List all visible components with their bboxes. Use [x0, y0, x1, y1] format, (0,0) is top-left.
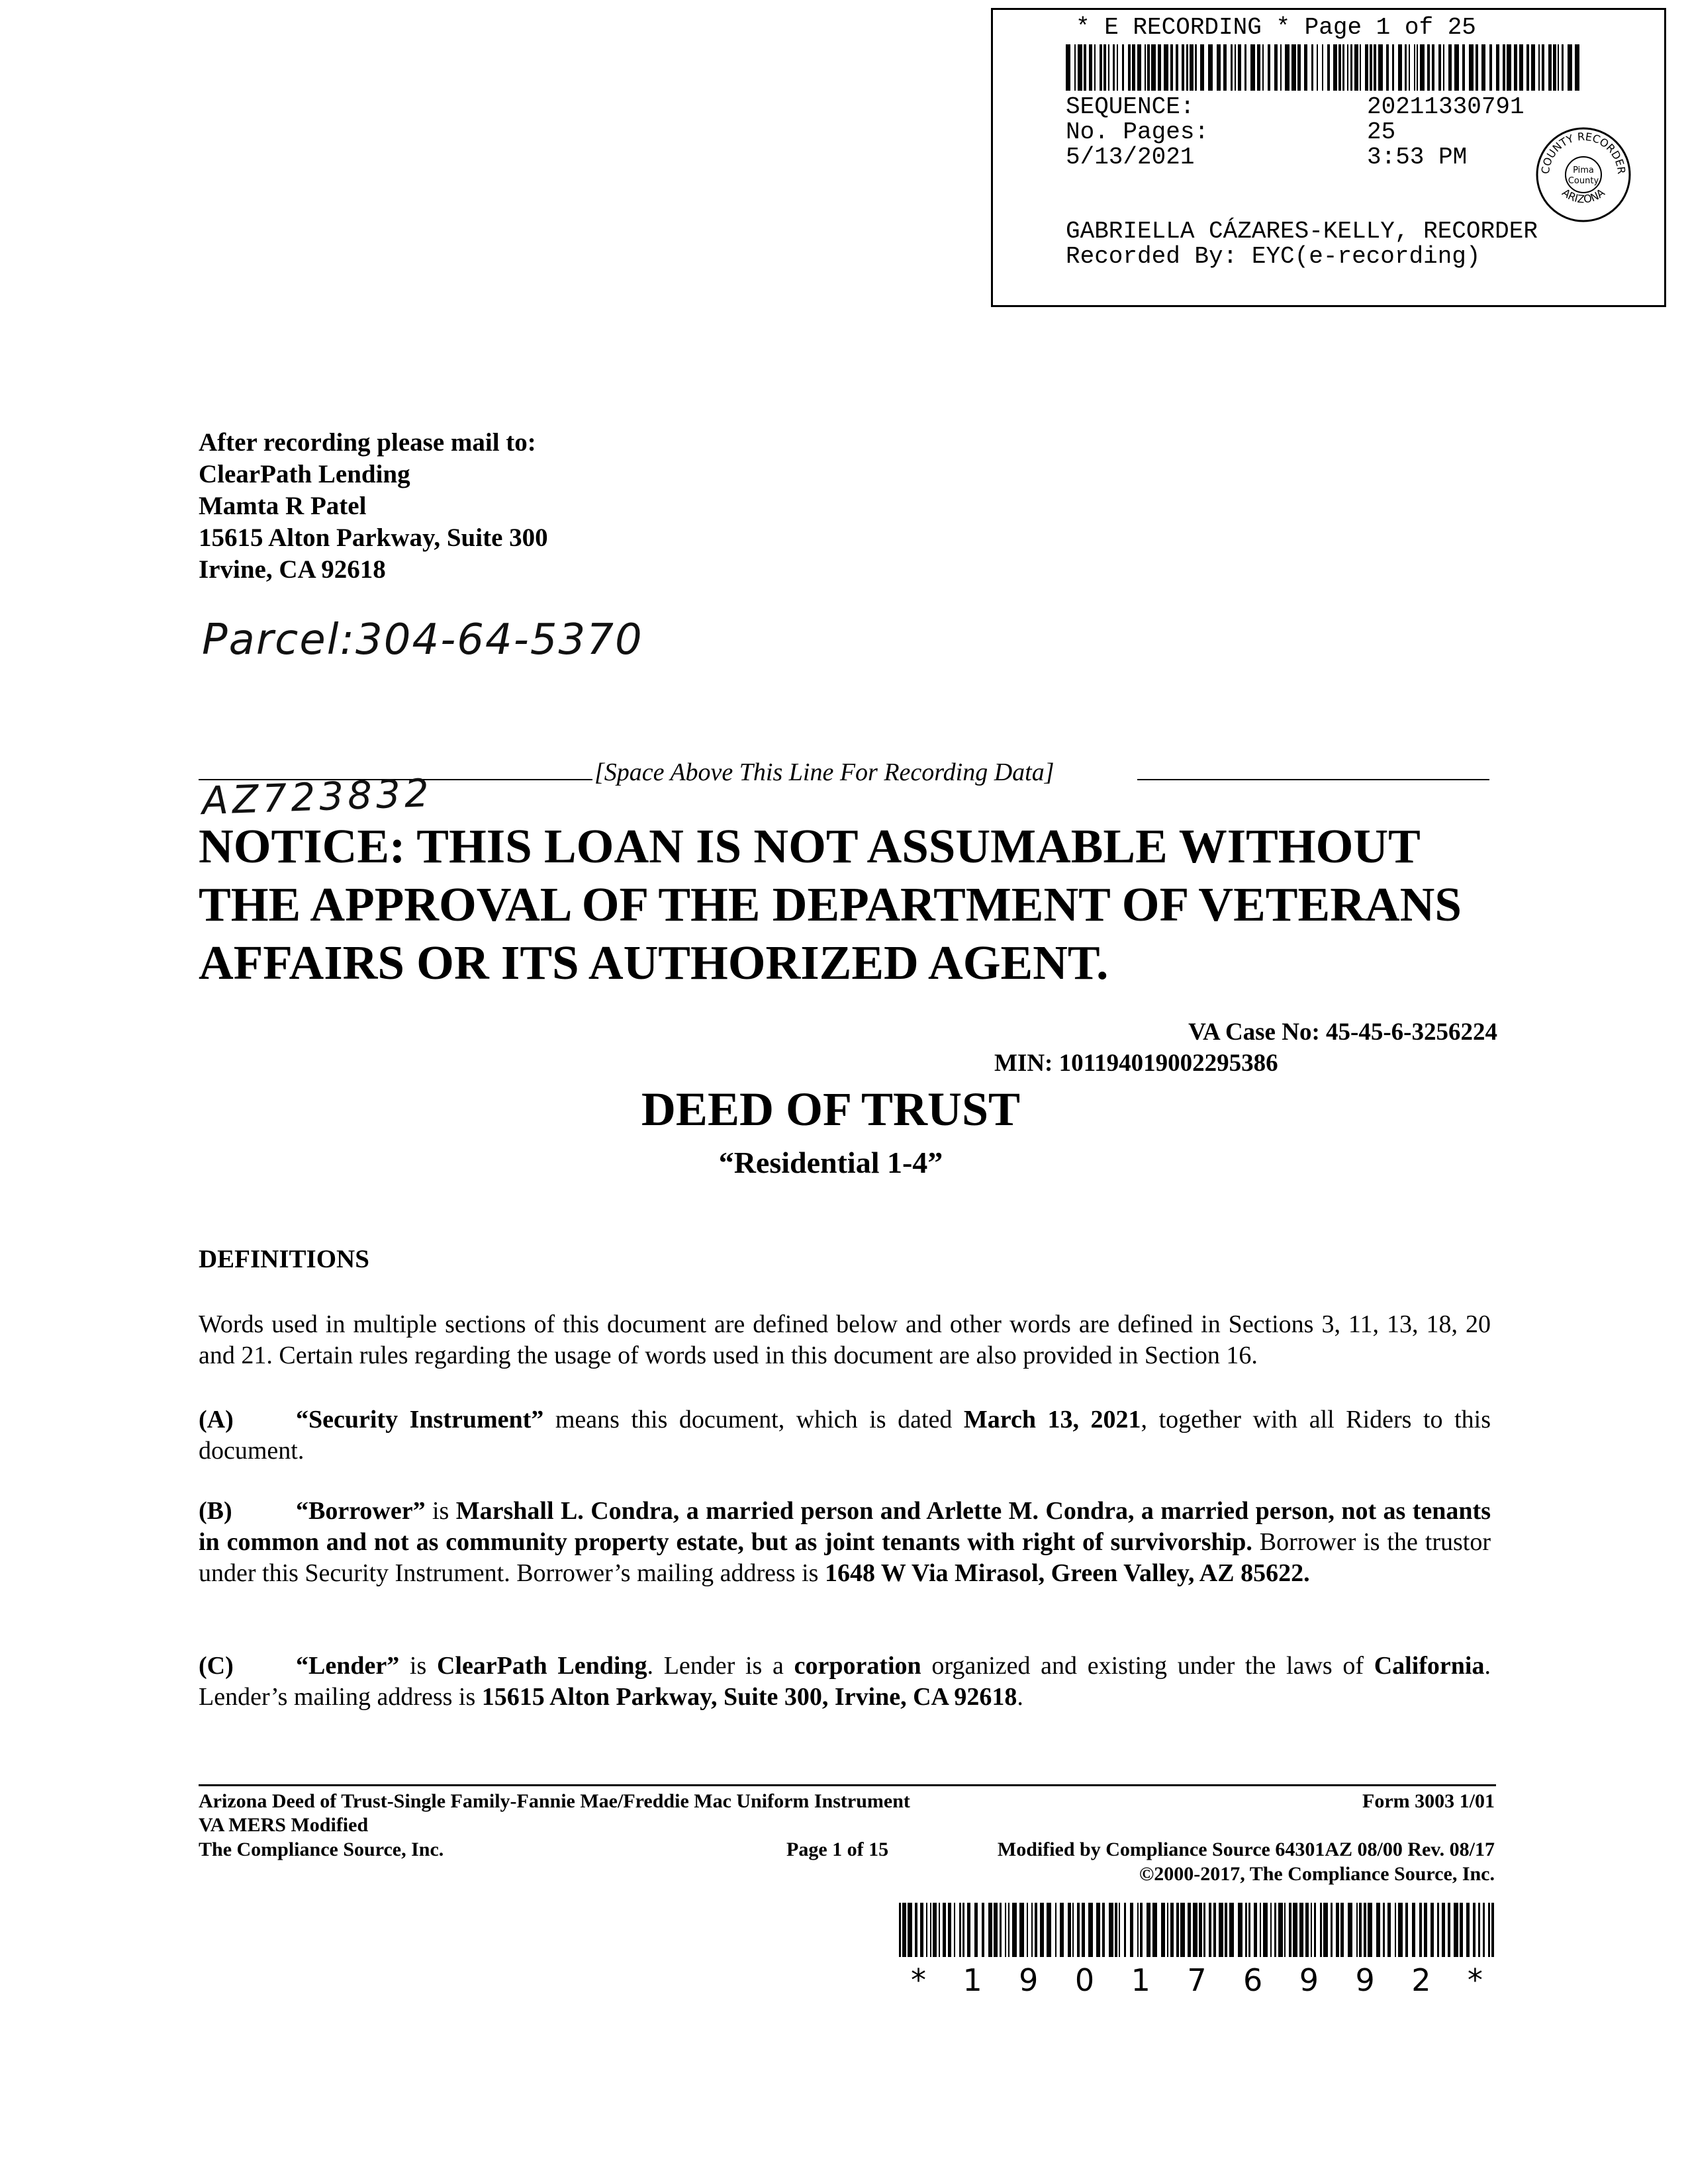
barcode-bar — [1354, 44, 1358, 91]
barcode-bar — [902, 1903, 906, 1957]
barcode-bar — [1094, 44, 1096, 91]
barcode-bar — [1462, 44, 1465, 91]
barcode-digit: 1 — [962, 1962, 982, 1998]
barcode-bar — [954, 1903, 955, 1957]
barcode-bar — [959, 1903, 961, 1957]
barcode-bar — [1297, 44, 1301, 91]
recording-time: 3:53 PM — [1367, 144, 1468, 171]
barcode-digit: 9 — [1299, 1962, 1319, 1998]
barcode-bar — [1432, 44, 1434, 91]
barcode-bar — [1176, 44, 1178, 91]
barcode-digit: 9 — [1355, 1962, 1375, 1998]
barcode-bar — [1077, 1903, 1080, 1957]
borrower-address: 1648 W Via Mirasol, Green Valley, AZ 85622. — [824, 1559, 1310, 1587]
lender-state: California — [1374, 1652, 1485, 1680]
barcode-bar — [974, 1903, 978, 1957]
barcode-bar — [1395, 1903, 1396, 1957]
barcode-bar — [1161, 1903, 1165, 1957]
barcode-bar — [1047, 1903, 1051, 1957]
barcode-digits — [899, 1962, 1495, 1998]
barcode-bar — [1427, 44, 1430, 91]
barcode-bar — [920, 1903, 923, 1957]
barcode-bar — [1084, 44, 1086, 91]
barcode-bar — [1035, 1903, 1037, 1957]
definition-a — [199, 1404, 1491, 1467]
barcode-bar — [1333, 44, 1337, 91]
barcode-bar — [948, 1903, 951, 1957]
barcode-bar — [1383, 1903, 1385, 1957]
barcode-bar — [1473, 1903, 1476, 1957]
pages-value: 25 — [1367, 118, 1396, 146]
barcode-bar — [1190, 44, 1194, 91]
barcode-bar — [1170, 44, 1173, 91]
barcode-digit: 6 — [1243, 1962, 1263, 1998]
barcode-bar — [1108, 44, 1109, 91]
security-instrument-date: March 13, 2021 — [963, 1406, 1141, 1433]
barcode-bar — [1096, 1903, 1100, 1957]
barcode-bar — [1553, 44, 1556, 91]
definition-text: is — [399, 1652, 437, 1680]
barcode-bar — [1223, 44, 1227, 91]
barcode-bar — [1068, 1903, 1071, 1957]
barcode-bar — [1213, 1903, 1216, 1957]
lender-entity: corporation — [794, 1652, 921, 1680]
barcode-bar — [1289, 1903, 1291, 1957]
barcode-bar — [1323, 1903, 1328, 1957]
barcode-bar — [1262, 44, 1264, 91]
barcode-bar — [943, 1903, 946, 1957]
barcode-bar — [1180, 1903, 1185, 1957]
barcode-bar — [1167, 1903, 1168, 1957]
barcode-bar — [1147, 44, 1150, 91]
barcode-bar — [1317, 44, 1318, 91]
min-number: MIN: 101194019002295386 — [994, 1050, 1278, 1077]
footer-page-number: Page 1 of 15 — [786, 1839, 889, 1860]
barcode-bar — [933, 1903, 937, 1957]
footer-publisher: The Compliance Source, Inc. — [199, 1839, 444, 1860]
footer-copyright: ©2000-2017, The Compliance Source, Inc. — [1139, 1863, 1495, 1885]
document-title — [0, 1082, 1688, 1137]
barcode-bar — [1496, 44, 1499, 91]
barcode-bar — [1072, 1903, 1074, 1957]
barcode-bar — [1568, 44, 1572, 91]
barcode-bar — [939, 1903, 940, 1957]
definition-label: (B) — [199, 1497, 232, 1525]
barcode-bar — [1074, 44, 1076, 91]
barcode-bar — [1460, 1903, 1463, 1957]
lender-address: 15615 Alton Parkway, Suite 300, Irvine, CA 92618 — [481, 1683, 1017, 1711]
barcode-bar — [1128, 44, 1131, 91]
barcode-bar — [1117, 44, 1118, 91]
notice-line: THE APPROVAL OF THE DEPARTMENT OF VETERANS — [199, 878, 1462, 931]
barcode-bar — [1257, 44, 1260, 91]
barcode-bar — [1268, 44, 1270, 91]
barcode-bar — [1115, 1903, 1117, 1957]
recorded-by: Recorded By: EYC(e-recording) — [1066, 243, 1481, 270]
sequence-value: 20211330791 — [1367, 93, 1524, 120]
barcode-bar — [1392, 44, 1394, 91]
barcode-digit: 7 — [1187, 1962, 1207, 1998]
barcode-bar — [967, 1903, 970, 1957]
rule-right — [1137, 779, 1489, 780]
barcode-bar — [1152, 1903, 1157, 1957]
barcode-bar — [1260, 1903, 1261, 1957]
barcode-bar — [1040, 1903, 1044, 1957]
barcode-bar — [1454, 1903, 1458, 1957]
barcode-bar — [1199, 1903, 1202, 1957]
barcode-bar — [1147, 1903, 1150, 1957]
barcode-bar — [1437, 1903, 1439, 1957]
barcode-bar — [1531, 44, 1535, 91]
definition-label: (A) — [199, 1406, 234, 1433]
barcode-bar — [1507, 44, 1511, 91]
barcode-bar — [1238, 1903, 1243, 1957]
document-title-text: DEED OF TRUST — [641, 1083, 1021, 1136]
barcode-bar — [1412, 1903, 1415, 1957]
stamp-barcode — [1066, 44, 1582, 91]
barcode-bar — [1182, 44, 1184, 91]
recorder-name: GABRIELLA CÁZARES-KELLY, RECORDER — [1066, 218, 1538, 245]
barcode-bar — [1314, 1903, 1316, 1957]
mail-line: Irvine, CA 92618 — [199, 555, 386, 584]
barcode-bar — [1245, 1903, 1247, 1957]
barcode-bar — [1089, 44, 1092, 91]
barcode-bar — [926, 1903, 927, 1957]
svg-text:ARIZONA — [1560, 186, 1607, 205]
definition-text: . Lender is a — [647, 1652, 794, 1680]
barcode-bar — [1229, 1903, 1234, 1957]
barcode-bar — [1364, 1903, 1366, 1957]
barcode-bar — [1481, 44, 1485, 91]
barcode-bar — [1304, 44, 1307, 91]
barcode-bar — [1008, 1903, 1009, 1957]
barcode-bar — [1398, 44, 1402, 91]
barcode-bar — [1503, 44, 1505, 91]
pages-label: No. Pages: — [1066, 118, 1209, 146]
barcode-bar — [1231, 44, 1233, 91]
recording-line-text: [Space Above This Line For Recording Data] — [594, 758, 1055, 786]
document-barcode — [899, 1903, 1495, 1957]
barcode-bar — [1188, 1903, 1191, 1957]
stamp-header: * E RECORDING * Page 1 of 25 — [1076, 14, 1476, 41]
barcode-bar — [1327, 44, 1330, 91]
barcode-bar — [1103, 44, 1106, 91]
barcode-bar — [1250, 44, 1255, 91]
county-seal-icon — [1534, 126, 1632, 224]
barcode-bar — [1483, 1903, 1485, 1957]
barcode-bar — [1387, 1903, 1391, 1957]
footer-rule — [199, 1784, 1496, 1786]
barcode-bar — [1562, 44, 1564, 91]
barcode-bar — [1322, 44, 1323, 91]
barcode-bar — [1370, 44, 1372, 91]
barcode-bar — [1005, 1903, 1006, 1957]
seal-center-line1: Pima — [1573, 165, 1594, 175]
barcode-bar — [1338, 44, 1341, 91]
barcode-digit: * — [911, 1962, 926, 1998]
barcode-bar — [1100, 44, 1102, 91]
barcode-bar — [1031, 1903, 1033, 1957]
barcode-bar — [1274, 1903, 1276, 1957]
barcode-bar — [1217, 44, 1221, 91]
barcode-bar — [1291, 44, 1296, 91]
barcode-bar — [1420, 44, 1425, 91]
barcode-bar — [1209, 1903, 1211, 1957]
barcode-bar — [1430, 1903, 1434, 1957]
definition-term: “Security Instrument” — [296, 1406, 544, 1433]
barcode-digit: 0 — [1074, 1962, 1095, 1998]
barcode-bar — [1124, 1903, 1126, 1957]
barcode-bar — [1489, 44, 1492, 91]
barcode-bar — [1365, 44, 1368, 91]
barcode-bar — [1519, 44, 1523, 91]
barcode-bar — [1274, 44, 1278, 91]
barcode-bar — [1109, 1903, 1113, 1957]
barcode-bar — [1027, 1903, 1028, 1957]
barcode-bar — [1320, 1903, 1322, 1957]
barcode-bar — [1414, 44, 1415, 91]
mail-line: Mamta R Patel — [199, 492, 367, 520]
definition-text: means this document, which is dated — [543, 1406, 964, 1433]
barcode-bar — [1368, 1903, 1372, 1957]
definition-b — [199, 1496, 1491, 1589]
mail-line: ClearPath Lending — [199, 460, 410, 488]
barcode-bar — [1378, 44, 1383, 91]
barcode-bar — [1176, 1903, 1179, 1957]
barcode-bar — [1360, 44, 1361, 91]
barcode-bar — [1311, 44, 1313, 91]
barcode-bar — [1137, 44, 1141, 91]
barcode-bar — [1356, 1903, 1358, 1957]
barcode-bar — [899, 1903, 901, 1957]
barcode-bar — [1405, 1903, 1408, 1957]
barcode-digit: 9 — [1019, 1962, 1039, 1998]
barcode-bar — [1170, 1903, 1174, 1957]
barcode-bar — [1405, 44, 1407, 91]
barcode-bar — [962, 1903, 964, 1957]
barcode-bar — [1208, 44, 1213, 91]
seal-bottom-text: ARIZONA — [1560, 186, 1607, 206]
barcode-digit: * — [1467, 1962, 1483, 1998]
barcode-bar — [1060, 1903, 1064, 1957]
barcode-bar — [1066, 44, 1070, 91]
barcode-bar — [1419, 1903, 1422, 1957]
footer-modified-by: Modified by Compliance Source 64301AZ 08/00 Rev. 08/17 — [997, 1839, 1495, 1860]
barcode-bar — [1248, 1903, 1250, 1957]
notice-line: NOTICE: THIS LOAN IS NOT ASSUMABLE WITHOUT — [199, 819, 1421, 873]
mail-to-block — [199, 427, 548, 586]
barcode-bar — [1488, 1903, 1490, 1957]
barcode-bar — [1336, 1903, 1339, 1957]
barcode-bar — [1438, 44, 1441, 91]
barcode-bar — [1442, 1903, 1445, 1957]
barcode-bar — [1019, 1903, 1024, 1957]
barcode-bar — [1575, 44, 1579, 91]
barcode-bar — [1347, 44, 1348, 91]
barcode-bar — [930, 1903, 931, 1957]
barcode-bar — [1000, 1903, 1002, 1957]
barcode-bar — [1102, 1903, 1105, 1957]
barcode-bar — [1082, 1903, 1085, 1957]
document-subtitle-text: “Residential 1-4” — [718, 1146, 943, 1179]
barcode-bar — [1526, 44, 1529, 91]
seal-top-text: COUNTY RECORDER — [1538, 130, 1628, 175]
barcode-bar — [1254, 1903, 1257, 1957]
barcode-bar — [1448, 44, 1452, 91]
barcode-bar — [1193, 1903, 1197, 1957]
barcode-bar — [1164, 44, 1168, 91]
barcode-bar — [1130, 1903, 1133, 1957]
barcode-bar — [1469, 44, 1474, 91]
barcode-bar — [1186, 44, 1188, 91]
barcode-bar — [1409, 44, 1410, 91]
barcode-bar — [1263, 1903, 1268, 1957]
barcode-bar — [1417, 44, 1418, 91]
barcode-bar — [1278, 1903, 1283, 1957]
barcode-bar — [1538, 44, 1540, 91]
barcode-bar — [915, 1903, 917, 1957]
barcode-bar — [1542, 44, 1544, 91]
barcode-bar — [1476, 44, 1478, 91]
barcode-bar — [1151, 44, 1156, 91]
barcode-bar — [1012, 1903, 1017, 1957]
barcode-bar — [1558, 44, 1559, 91]
definitions-intro: Words used in multiple sections of this document are defined below and other words are defined in Sections 3, 11, 13, 18, 20 and 21. Certain rules regarding the usage of words used in this document are also provided in Section 16. — [199, 1310, 1491, 1369]
barcode-bar — [1200, 44, 1204, 91]
barcode-bar — [1238, 44, 1241, 91]
barcode-bar — [1244, 44, 1246, 91]
barcode-bar — [1548, 44, 1552, 91]
definition-text: . Lender’s mailing address is — [199, 1652, 1491, 1711]
barcode-digit: 2 — [1411, 1962, 1431, 1998]
footer-modified-note: VA MERS Modified — [199, 1814, 369, 1836]
barcode-bar — [1195, 44, 1197, 91]
barcode-bar — [1113, 44, 1115, 91]
barcode-bar — [1491, 1903, 1494, 1957]
borrower-names: Marshall L. Condra, a married person and Arlette M. Condra, a married person, not as tenants in common and not as community property estate, but as joint tenants with right of survivorship. — [199, 1497, 1491, 1556]
definition-term: “Borrower” — [296, 1497, 426, 1525]
definition-label: (C) — [199, 1652, 234, 1680]
definition-term: “Lender” — [296, 1652, 400, 1680]
barcode-bar — [1203, 1903, 1205, 1957]
barcode-bar — [1454, 44, 1459, 91]
barcode-bar — [988, 1903, 992, 1957]
barcode-bar — [1078, 44, 1082, 91]
mail-heading: After recording please mail to: — [199, 428, 536, 457]
footer-form-number: Form 3003 1/01 — [1362, 1790, 1495, 1812]
barcode-bar — [994, 1903, 998, 1957]
barcode-bar — [1235, 44, 1236, 91]
notice-line: AFFAIRS OR ITS AUTHORIZED AGENT. — [199, 936, 1109, 989]
barcode-bar — [1119, 1903, 1120, 1957]
barcode-bar — [1359, 1903, 1362, 1957]
va-case-number: VA Case No: 45-45-6-3256224 — [1188, 1019, 1497, 1046]
barcode-bar — [1424, 1903, 1427, 1957]
seal-center-line2: County — [1568, 176, 1599, 186]
barcode-bar — [1122, 44, 1124, 91]
barcode-bar — [1293, 1903, 1297, 1957]
barcode-bar — [1348, 1903, 1352, 1957]
barcode-bar — [1158, 44, 1161, 91]
barcode-bar — [1132, 44, 1135, 91]
barcode-bar — [1280, 44, 1282, 91]
barcode-bar — [1443, 44, 1444, 91]
barcode-bar — [1342, 44, 1344, 91]
barcode-bar — [1478, 1903, 1480, 1957]
barcode-bar — [1140, 1903, 1143, 1957]
barcode-bar — [1270, 1903, 1272, 1957]
barcode-bar — [1225, 1903, 1227, 1957]
barcode-bar — [1514, 44, 1517, 91]
definition-text: , together with all Riders to this document. — [199, 1406, 1491, 1465]
barcode-bar — [1055, 1903, 1056, 1957]
barcode-digit: 1 — [1131, 1962, 1150, 1998]
barcode-bar — [1285, 44, 1289, 91]
definition-text: organized and existing under the laws of — [921, 1652, 1374, 1680]
barcode-bar — [908, 1903, 912, 1957]
definitions-heading: DEFINITIONS — [199, 1245, 369, 1273]
definition-text: is — [425, 1497, 456, 1525]
mail-line: 15615 Alton Parkway, Suite 300 — [199, 523, 548, 552]
barcode-bar — [1284, 1903, 1286, 1957]
barcode-bar — [1448, 1903, 1450, 1957]
definition-text: Borrower is the trustor under this Security Instrument. Borrower’s mailing address is — [199, 1528, 1491, 1587]
document-subtitle — [0, 1145, 1688, 1180]
recording-date: 5/13/2021 — [1066, 144, 1195, 171]
barcode-bar — [1374, 44, 1376, 91]
definition-c — [199, 1651, 1491, 1713]
barcode-bar — [1386, 44, 1389, 91]
barcode-bar — [1305, 1903, 1309, 1957]
sequence-label: SEQUENCE: — [1066, 93, 1195, 120]
recording-stamp — [991, 8, 1666, 307]
barcode-bar — [1376, 1903, 1380, 1957]
barcode-bar — [1466, 1903, 1470, 1957]
barcode-bar — [1331, 1903, 1333, 1957]
notice-heading — [199, 817, 1509, 992]
barcode-bar — [982, 1903, 984, 1957]
handwritten-az-number: AZ723832 — [201, 770, 434, 824]
handwritten-parcel-note: Parcel:304-64-5370 — [202, 615, 643, 664]
barcode-bar — [1088, 1903, 1093, 1957]
barcode-bar — [1219, 1903, 1223, 1957]
lender-name: ClearPath Lending — [436, 1652, 647, 1680]
barcode-bar — [1340, 1903, 1344, 1957]
barcode-bar — [1398, 1903, 1403, 1957]
definition-text: . — [1017, 1683, 1023, 1711]
barcode-bar — [1145, 44, 1146, 91]
barcode-bar — [1311, 1903, 1312, 1957]
barcode-bar — [1137, 1903, 1139, 1957]
footer-form-title: Arizona Deed of Trust-Single Family-Fannie Mae/Freddie Mac Uniform Instrument — [199, 1790, 910, 1812]
barcode-bar — [1299, 1903, 1303, 1957]
barcode-bar — [1350, 44, 1352, 91]
